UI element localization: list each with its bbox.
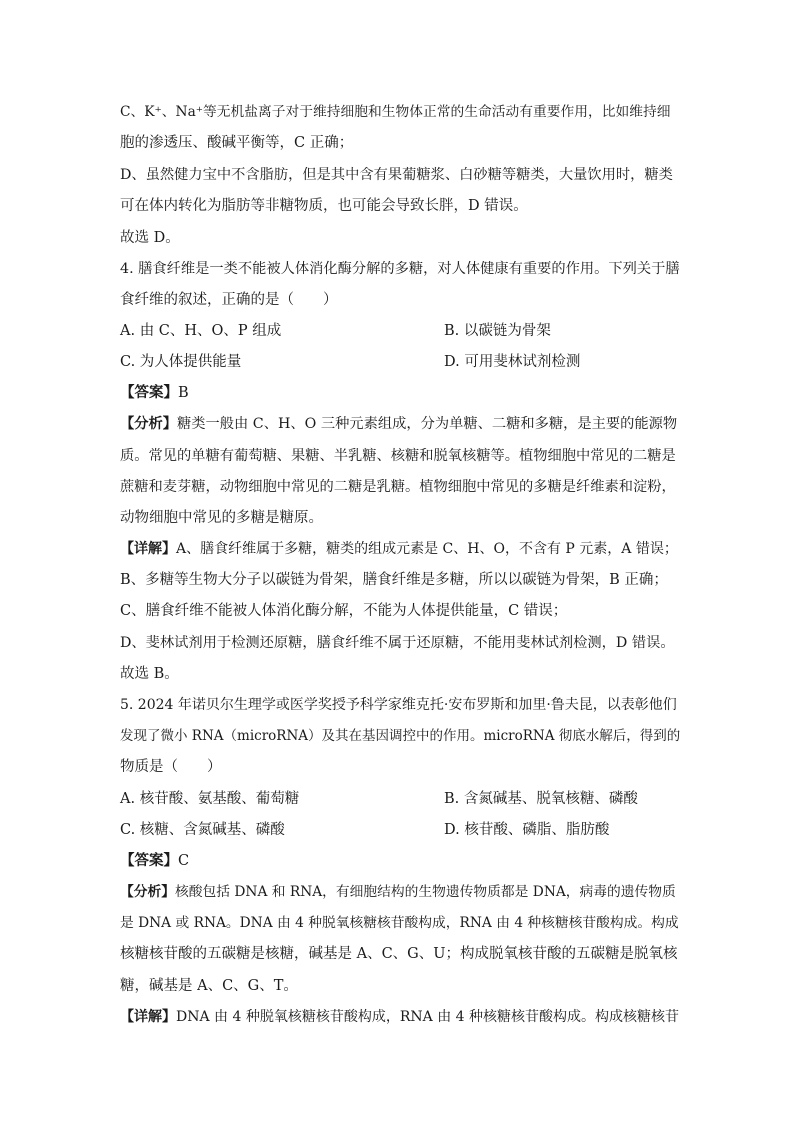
q3-option-c-explanation-line1: C、K⁺、Na⁺等无机盐离子对于维持细胞和生物体正常的生命活动有重要作用，比如维持细 (120, 104, 671, 120)
q5-detail-text1: DNA 由 4 种脱氧核糖核苷酸构成，RNA 由 4 种核糖核苷酸构成。构成核糖核苷 (176, 1009, 680, 1025)
q4-analysis-text1: 糖类一般由 C、H、O 三种元素组成，分为单糖、二糖和多糖，是主要的能源物 (177, 416, 678, 432)
q5-analysis-line1 (120, 882, 680, 902)
q4-option-d: D. 可用斐林试剂检测 (444, 354, 581, 370)
q5-analysis-tag: 【分析】 (120, 884, 176, 900)
q4-detail-line4: D、斐林试剂用于检测还原糖，膳食纤维不属于还原糖，不能用斐林试剂检测，D 错误。 (120, 635, 675, 651)
q5-analysis-line3: 核糖核苷酸的五碳糖是核糖，碱基是 A、C、G、U；构成脱氧核苷酸的五碳糖是脱氧核 (120, 946, 678, 962)
q5-option-c: C. 核糖、含氮碱基、磷酸 (120, 822, 285, 838)
q5-option-d: D. 核苷酸、磷脂、脂肪酸 (444, 822, 610, 838)
q4-analysis-line2: 质。常见的单糖有葡萄糖、果糖、半乳糖、核糖和脱氧核糖等。植物细胞中常见的二糖是 (120, 448, 676, 464)
q4-analysis-tag: 【分析】 (120, 416, 178, 432)
q5-stem-line2: 发现了微小 RNA（microRNA）及其在基因调控中的作用。microRNA 彻底水解后，得到的 (120, 728, 681, 744)
q5-analysis-line2: 是 DNA 或 RNA。DNA 由 4 种脱氧核糖核苷酸构成，RNA 由 4 种核糖核苷酸构成。构成 (120, 915, 679, 931)
q5-analysis-text1: 核酸包括 DNA 和 RNA，有细胞结构的生物遗传物质都是 DNA，病毒的遗传物质 (175, 884, 676, 900)
q4-detail-line3: C、膳食纤维不能被人体消化酶分解，不能为人体提供能量，C 错误； (120, 603, 568, 619)
q4-answer (120, 383, 680, 403)
q3-option-c-explanation-line2: 胞的渗透压、酸碱平衡等，C 正确； (120, 135, 354, 151)
q4-option-a: A. 由 C、H、O、P 组成 (120, 323, 282, 339)
q5-detail-line1 (120, 1007, 680, 1027)
q5-answer-value: C (178, 853, 190, 869)
q4-detail-line1 (120, 539, 680, 559)
q3-option-d-explanation-line2: 可在体内转化为脂肪等非糖物质，也可能会导致长胖，D 错误。 (120, 198, 528, 214)
q4-answer-value: B (178, 385, 189, 401)
q4-detail-tag: 【详解】 (120, 541, 176, 557)
q5-analysis-line4: 糖，碱基是 A、C、G、T。 (120, 978, 298, 994)
q5-detail-tag: 【详解】 (120, 1009, 176, 1025)
q5-answer-tag: 【答案】 (120, 852, 178, 869)
q3-option-d-explanation-line1: D、虽然健力宝中不含脂肪，但是其中含有果葡糖浆、白砂糖等糖类，大量饮用时，糖类 (120, 167, 673, 183)
q4-analysis-line1 (120, 414, 680, 434)
q4-choose: 故选 B。 (120, 666, 179, 682)
q5-stem-line3: 物质是（ ） (120, 759, 222, 775)
q4-option-b: B. 以碳链为骨架 (444, 323, 551, 339)
q4-detail-text1: A、膳食纤维属于多糖，糖类的组成元素是 C、H、O，不含有 P 元素，A 错误； (176, 541, 678, 557)
q5-answer (120, 851, 680, 871)
q4-option-c: C. 为人体提供能量 (120, 354, 242, 370)
q4-stem-line1: 4. 膳食纤维是一类不能被人体消化酶分解的多糖，对人体健康有重要的作用。下列关于膳 (120, 261, 680, 277)
q5-option-b: B. 含氮碱基、脱氧核糖、磷酸 (444, 791, 638, 807)
q4-stem-line2: 食纤维的叙述，正确的是（ ） (120, 292, 338, 308)
q3-choose: 故选 D。 (120, 230, 180, 246)
q4-detail-line2: B、多糖等生物大分子以碳链为骨架，膳食纤维是多糖，所以以碳链为骨架，B 正确； (120, 572, 668, 588)
q4-analysis-line3: 蔗糖和麦芽糖，动物细胞中常见的二糖是乳糖。植物细胞中常见的多糖是纤维素和淀粉， (120, 479, 676, 495)
q4-answer-tag: 【答案】 (120, 384, 178, 401)
q5-stem-line1: 5. 2024 年诺贝尔生理学或医学奖授予科学家维克托·安布罗斯和加里·鲁夫昆，以表彰他们 (120, 697, 677, 713)
q4-analysis-line4: 动物细胞中常见的多糖是糖原。 (120, 510, 323, 526)
q5-option-a: A. 核苷酸、氨基酸、葡萄糖 (120, 791, 300, 807)
